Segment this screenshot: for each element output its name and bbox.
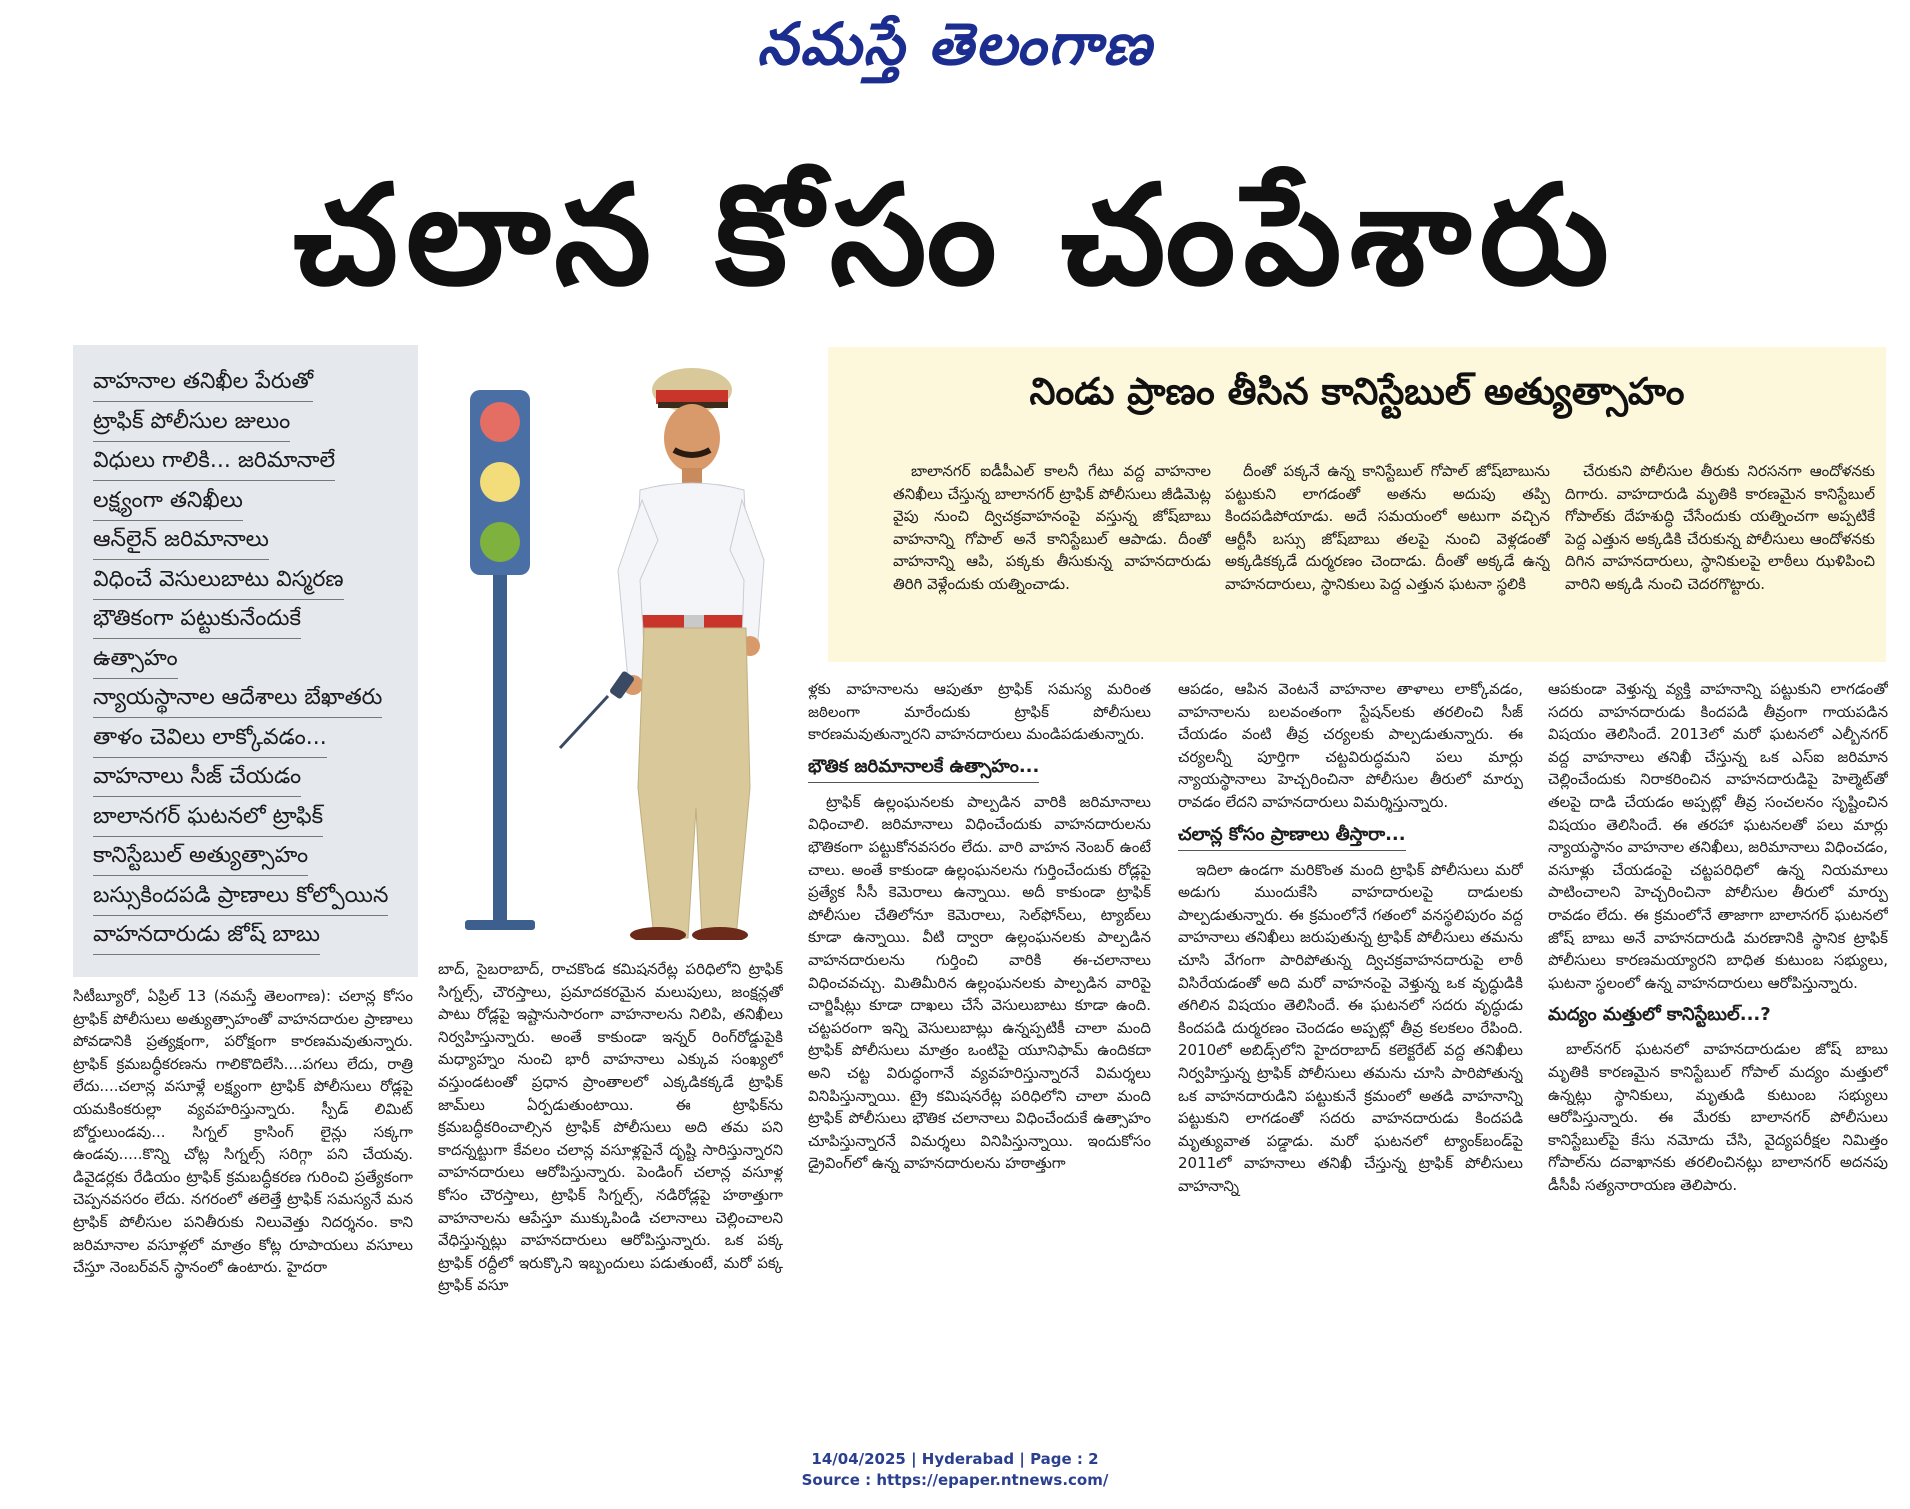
- sidebar-line: ఉత్సాహం: [93, 640, 178, 679]
- masthead-logo: నమస్తే తెలంగాణ: [757, 10, 1153, 78]
- traffic-light-icon: [465, 390, 535, 930]
- sidebar-line: భౌతికంగా పట్టుకునేందుకే: [93, 600, 301, 639]
- sidebar-line: వాహనాలు సీజ్ చేయడం: [93, 758, 301, 797]
- box-paragraph: బాలానగర్ ఐడీపీఎల్ కాలనీ గేటు వద్ద వాహనాల తనిఖీలు చేస్తున్న బాలానగర్ ట్రాఫిక్ పోలీసులు జీడిమెట్ల వైపు నుంచి ద్విచక్రవాహనంపై వస్తున్న జోష్‌బాబు వాహనాన్ని గోపాల్ అనే కానిస్టేబుల్ ఆపాడు. దీంతో వాహనాన్ని ఆపి, పక్కకు తీసుకున్న వాహనదారుడు తిరిగి వెళ్లేందుకు యత్నించాడు.: [893, 462, 1211, 593]
- article-column-5: [1548, 678, 1888, 1406]
- headline: చలాన కోసం చంపేశారు: [293, 155, 1617, 316]
- section-heading: మద్యం మత్తులో కానిస్టేబుల్...?: [1548, 1004, 1771, 1026]
- sidebar-line: లక్ష్యంగా తనిఖీలు: [93, 482, 243, 521]
- article-paragraph: ట్రాఫిక్ ఉల్లంఘనలకు పాల్పడిన వారికి జరిమానాలు విధించాలి. జరిమానాలు విధించేందుకు వాహనదారులను భౌతికంగా పట్టుకోనవసరం లేదు. వారి వాహన నెంబర్ ఉంటే చాలు. అంతే కాకుండా ఉల్లంఘనలను గుర్తించేందుకు రోడ్లపై ప్రత్యేక సీసీ కెమెరాలు ఉన్నాయి. అదీ కాకుండా ట్రాఫిక్ పోలీసుల చేతిలోనూ కెమెరాలు, సెల్‌ఫోన్‌లు, ట్యాబ్‌లు కూడా ఉన్నాయి. వీటి ద్వారా ఉల్లంఘనలకు పాల్పడిన వాహనదారులను గుర్తించి వారికి ఈ-చలానాలు విధించవచ్చు. మితిమీరిన ఉల్లంఘనలకు పాల్పడిన వారిపై చార్జిషీట్లు కూడా దాఖలు చేసే వెసులుబాటు కూడా ఉంది. చట్టపరంగా ఇన్ని వెసులుబాట్లు ఉన్నప్పటికీ చాలా మంది ట్రాఫిక్ పోలీసులు మాత్రం ఒంటిపై యూనిఫామ్ ఉందికదా అని చట్ట విరుద్ధంగానే వ్యవహరిస్తున్నారనే విమర్శలు వినిపిస్తున్నాయి. ట్రై కమిషనరేట్ల పరిధిలోని చాలా మంది ట్రాఫిక్ పోలీసులు భౌతిక చలానాలు విధించేందుకే ఉత్సాహం చూపిస్తున్నారనే విమర్శలు వినిపిస్తున్నాయి. ఇందుకోసం డ్రైవింగ్‌లో ఉన్న వాహనదారులను హఠాత్తుగా: [808, 792, 1151, 1173]
- footer: [0, 1449, 1910, 1491]
- article-paragraph: బాద్, సైబరాబాద్, రాచకొండ కమిషనరేట్ల పరిధిలోని ట్రాఫిక్ సిగ్నల్స్, చౌరస్తాలు, ప్రమాదకరమైన మలుపులు, జంక్షన్లతో పాటు రోడ్లపై ఇష్టానుసారంగా వాహనాలను నిలిపి, తనిఖీలు నిర్వహిస్తున్నారు. అంతే కాకుండా ఇన్నర్ రింగ్‌రోడ్డుపైకి మధ్యాహ్నం నుంచి భారీ వాహనాలు ఎక్కువ సంఖ్యలో వస్తుండటంతో ప్రధాన ప్రాంతాలలో ఎక్కడికక్కడే ట్రాఫిక్ జామ్‌లు ఏర్పడుతుంటాయి. ఈ ట్రాఫిక్‌ను క్రమబద్ధీకరించాల్సిన ట్రాఫిక్ పోలీసులు అది తమ పని కాదన్నట్టుగా కేవలం చలాన్ల వసూళ్లపైనే దృష్టి సారిస్తున్నారని వాహనదారులు ఆరోపిస్తున్నారు. పెండింగ్ చలాన్ల వసూళ్ల కోసం చౌరస్తాలు, ట్రాఫిక్ సిగ్నల్స్, నడిరోడ్లపై హఠాత్తుగా వాహనాలను ఆపేస్తూ ముక్కుపిండి చలానాలు చెల్లించాలని వేధిస్తున్నట్లు వాహనదారులు ఆరోపిస్తున్నారు. ఒక పక్క ట్రాఫిక్ రద్దీలో ఇరుక్కొని ఇబ్బందులు పడుతుంటే, మరో పక్క ట్రాఫిక్ వసూ: [438, 960, 783, 1295]
- article-column-4: [1178, 678, 1523, 1406]
- sidebar-highlights: [73, 345, 418, 977]
- sidebar-line: బాలానగర్ ఘటనలో ట్రాఫిక్: [93, 798, 323, 837]
- box-paragraph: చేరుకుని పోలీసుల తీరుకు నిరసనగా ఆందోళనకు దిగారు. వాహదారుడి మృతికి కారణమైన కానిస్టేబుల్ గోపాల్‌కు దేహశుద్ధి చేసేందుకు యత్నించగా అప్పటికే పెద్ద ఎత్తున అక్కడికి చేరుకున్న పోలీసులు ఆందోళనకు దిగిన వాహనదారులు, స్థానికులపై లాఠీలు ఝళిపించి వారిని అక్కడి నుంచి చెదరగొట్టారు.: [1565, 462, 1875, 593]
- sidebar-line: వాహనదారుడు జోష్ బాబు: [93, 916, 320, 955]
- footer-source-link[interactable]: Source : https://epaper.ntnews.com/: [801, 1471, 1109, 1489]
- sidebar-line: బస్సుకిందపడి ప్రాణాలు కోల్పోయిన: [93, 877, 388, 916]
- sidebar-line: విధులు గాలికి... జరిమానాలే: [93, 442, 335, 481]
- box-column-2: [1225, 460, 1550, 655]
- sidebar-line: కానిస్టేబుల్ అత్యుత్సాహం: [93, 837, 308, 876]
- sidebar-line: న్యాయస్థానాల ఆదేశాలు బేఖాతరు: [93, 679, 382, 718]
- article-paragraph: సిటీబ్యూరో, ఏప్రిల్ 13 (నమస్తే తెలంగాణ): చలాన్ల కోసం ట్రాఫిక్ పోలీసులు అత్యుత్సాహంతో వాహనదారుల ప్రాణాలు పోవడానికి ప్రత్యక్షంగా, పరోక్షంగా కారణమవుతున్నారు. ట్రాఫిక్ క్రమబద్ధీకరణను గాలికొదిలేసి....పగలు లేదు, రాత్రి లేదు....చలాన్ల వసూళ్లే లక్ష్యంగా ట్రాఫిక్ పోలీసులు రోడ్లపై యమకింకరుల్లా వ్యవహరిస్తున్నారు. స్పీడ్ లిమిట్ బోర్డులుండవు... సిగ్నల్ క్రాసింగ్ లైన్లు సక్కగా ఉండవు.....కొన్ని చోట్ల సిగ్నల్స్ సరిగ్గా పని చేయవు. డివైడర్లకు రేడియం ట్రాఫిక్ క్రమబద్ధీకరణ గురించి ప్రత్యేకంగా చెప్పనవసరం లేదు. నగరంలో తలెత్తే ట్రాఫిక్ సమస్యనే మన ట్రాఫిక్ పోలీసుల పనితీరుకు నిలువెత్తు నిదర్శనం. కాని జరిమానాల వసూళ్లలో మాత్రం కోట్ల రూపాయలు వసూలు చేస్తూ నెంబర్‌వన్ స్థానంలో ఉంటారు. హైదరా: [73, 987, 413, 1277]
- subheadline: నిండు ప్రాణం తీసిన కానిస్టేబుల్ అత్యుత్సాహం: [1029, 370, 1685, 413]
- article-paragraph: బాల్‌నగర్ ఘటనలో వాహనదారుడుల జోష్ బాబు మృతికి కారణమైన కానిస్టేబుల్ గోపాల్ మద్యం మత్తులో ఉన్నట్లు స్థానికులు, మృతుడి కుటుంబ సభ్యులు ఆరోపిస్తున్నారు. ఈ మేరకు బాలానగర్ పోలీసులు కానిస్టేబుల్‌పై కేసు నమోదు చేసి, వైద్యపరీక్షల నిమిత్తం గోపాల్‌ను దవాఖానకు తరలించినట్లు బాలానగర్ అదనపు డీసీపీ సత్యనారాయణ తెలిపారు.: [1548, 1040, 1888, 1194]
- policeman-icon: [560, 368, 764, 940]
- article-paragraph: ఆపకుండా వెళ్తున్న వ్యక్తి వాహనాన్ని పట్టుకుని లాగడంతో సదరు వాహనదారుడు కిందపడి తీవ్రంగా గాయపడిన విషయం తెలిసిందే. 2013లో మరో ఘటనలో ఎల్బీనగర్ వద్ద వాహనాలు తనిఖీ చేస్తున్న ఒక ఎస్ఐ జరిమాన చెల్లించేందుకు నిరాకరించిన వాహనదారుడిపై హెల్మెట్‌తో తలపై దాడి చేయడం అప్పట్లో తీవ్ర సంచలనం సృష్టించిన విషయం తెలిసిందే. ఈ తరహా ఘటనలతో పలు మార్లు న్యాయస్థానం వాహనాల తనిఖీలు, జరిమానాలు విధించడం, వసూళ్లు చేయడంపై చట్టపరిధిలో ఉన్న నియమాలు పాటించాలని హెచ్చరించినా పోలీసుల తీరులో మార్పు రావడం లేదు. ఈ క్రమంలోనే తాజాగా బాలానగర్ ఘటనలో జోష్ బాబు అనే వాహనదారుడి మరణానికి స్థానిక ట్రాఫిక్ పోలీసులు కారణమయ్యారని బాధిత కుటుంబ సభ్యులు, ఘటనా స్థలంలో ఉన్న వాహనదారులు ఆరోపిస్తున్నారు.: [1548, 680, 1888, 992]
- section-heading: చలాన్ల కోసం ప్రాణాలు తీస్తారా...: [1178, 820, 1406, 851]
- sidebar-line: ఆన్‌లైన్ జరిమానాలు: [93, 521, 269, 560]
- traffic-police-illustration: [430, 350, 810, 940]
- section-heading: భౌతిక జరిమానాలకే ఉత్సాహం...: [808, 752, 1039, 783]
- article-column-3: [808, 678, 1151, 1406]
- sidebar-line: విధించే వెసులుబాటు విస్మరణ: [93, 561, 344, 600]
- article-paragraph: ఇదిలా ఉండగా మరికొంత మంది ట్రాఫిక్ పోలీసులు మరో అడుగు ముందుకేసి వాహదారులపై దాడులకు పాల్పడుతున్నారు. ఈ క్రమంలోనే గతంలో వనస్థలిపురం వద్ద వాహనాలు తనిఖీలు జరుపుతున్న ట్రాఫిక్ పోలీసులు తమను చూసి వేగంగా పారిపోతున్న ద్విచక్రవాహనదారుపై లాఠీ విసిరేయడంతో అది మరో వాహనంపై వెళ్తున్న ఒక వృద్ధుడికి తగిలిన విషయం తెలిసిందే. ఈ ఘటనలో సదరు వృద్ధుడు కిందపడి దుర్మరణం చెందడం అప్పట్లో తీవ్ర కలకలం రేపింది. 2010లో అబిడ్స్‌లోని హైదరాబాద్ కలెక్టరేట్ వద్ద తనిఖీలు నిర్వహిస్తున్న ట్రాఫిక్ పోలీసులు తమను చూసి పారిపోతున్న ఒక వాహనదారుడిని పట్టుకునే క్రమంలో అతడి వాహనాన్ని పట్టుకుని లాగడంతో సదరు వాహనదారుడు కిందపడి మృత్యువాత పడ్డాడు. మరో ఘటనలో ట్యాంక్‌బండ్‌పై 2011లో వాహనాలు తనిఖీ చేస్తున్న ట్రాఫిక్ పోలీసులు వాహనాన్ని: [1178, 860, 1523, 1195]
- sidebar-line: ట్రాఫిక్ పోలీసుల జులుం: [93, 403, 290, 442]
- article-paragraph: ళ్లకు వాహనాలను ఆపుతూ ట్రాఫిక్ సమస్య మరింత జఠిలంగా మారేందుకు ట్రాఫిక్ పోలీసులు కారణమవుతున్నారని వాహనదారులు మండిపడుతున్నారు.: [808, 680, 1151, 744]
- footer-dateline: 14/04/2025 | Hyderabad | Page : 2: [811, 1450, 1099, 1468]
- box-column-1: [893, 460, 1211, 655]
- sidebar-line: వాహనాల తనిఖీల పేరుతో: [93, 363, 313, 402]
- article-paragraph: ఆపడం, ఆపిన వెంటనే వాహనాల తాళాలు లాక్కోవడం, వాహనాలను బలవంతంగా స్టేషన్‌లకు తరలించి సీజ్ చేయడం వంటి తీవ్ర చర్యలకు పాల్పడుతున్నారు. ఈ చర్యలన్నీ పూర్తిగా చట్టవిరుద్ధమని పలు మార్లు న్యాయస్థానాలు హెచ్చరించినా పోలీసుల తీరులో మార్పు రావడం లేదని వాహనదారులు విమర్శిస్తున్నారు.: [1178, 680, 1523, 811]
- article-column-2: [438, 958, 783, 1405]
- sidebar-line: తాళం చెవిలు లాక్కోవడం...: [93, 719, 327, 758]
- box-paragraph: దీంతో పక్కనే ఉన్న కానిస్టేబుల్ గోపాల్ జోష్‌బాబును పట్టుకుని లాగడంతో అతను అదుపు తప్పి కిందపడిపోయాడు. అదే సమయంలో అటుగా వచ్చిన ఆర్టీసీ బస్సు జోష్‌బాబు తలపై నుంచి వెళ్లడంతో అక్కడికక్కడే దుర్మరణం చెందాడు. దీంతో అక్కడే ఉన్న వాహనదారులు, స్థానికులు పెద్ద ఎత్తున ఘటనా స్థలికి: [1225, 462, 1550, 593]
- article-column-1: [73, 985, 413, 1405]
- box-column-3: [1565, 460, 1875, 655]
